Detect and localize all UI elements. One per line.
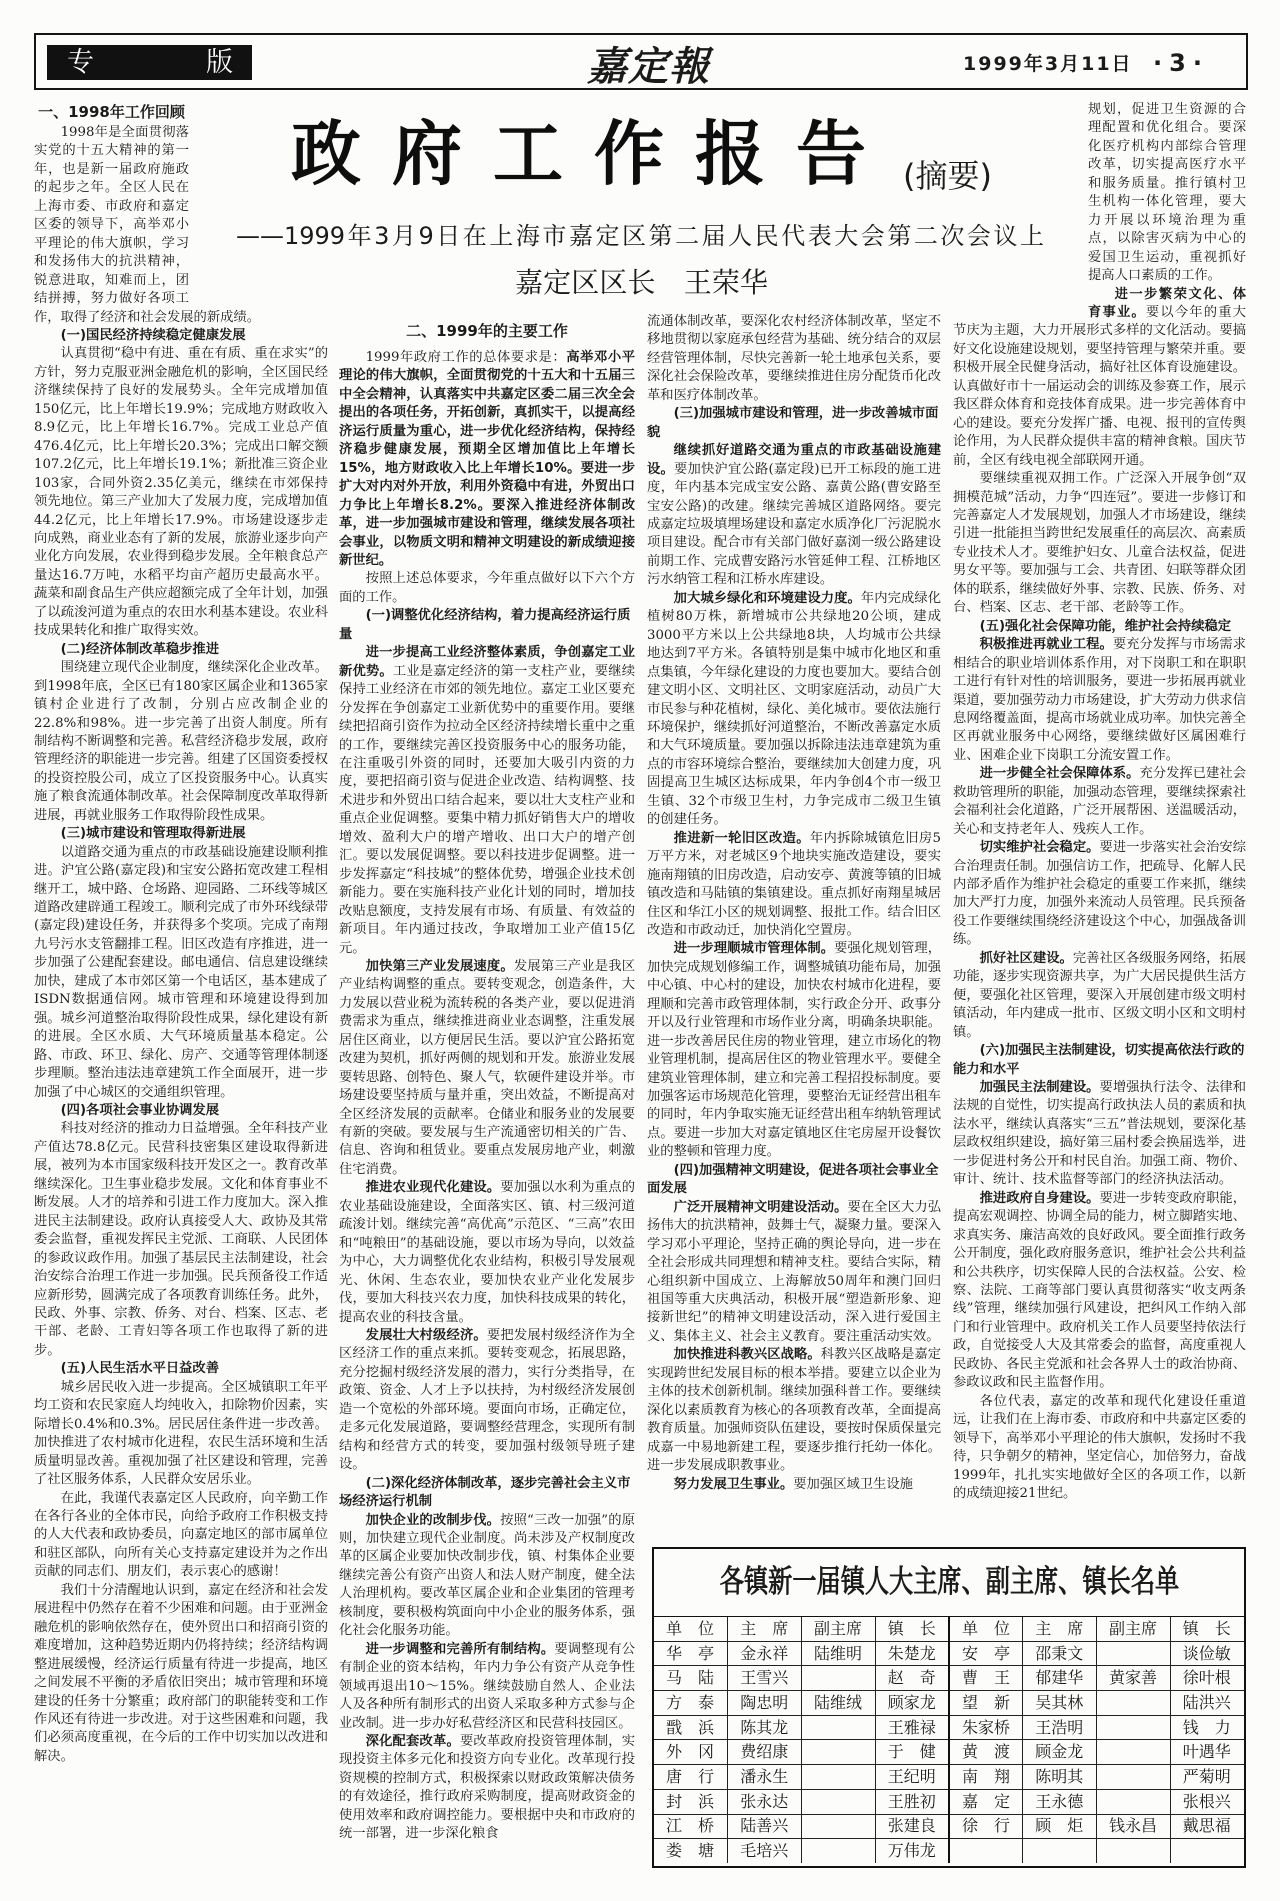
table-cell: 顾家龙 — [875, 1691, 949, 1716]
subheading: (三)城市建设和管理取得新进展 — [60, 826, 246, 842]
table-cell: 顾 炬 — [1023, 1814, 1097, 1839]
article-column-1 — [34, 101, 328, 1766]
paragraph — [339, 1733, 635, 1844]
paragraph-lead: 加强民主法制建设。 — [979, 1080, 1100, 1096]
paragraph-text: 要改革政府投资管理体制，实现投资主体多元化和投资方向专业化。改革现行投资规模的控制方式，积极探索以财政政策解决债务的有效途径，推行政府采购制度，提高财政资金的使用效率和政府调控能力。要根据中央和市政府的统一部署，进一步深化粮食 — [339, 1733, 636, 1842]
paragraph — [647, 442, 941, 590]
header-cell: 主 席 — [1023, 1617, 1097, 1641]
paragraph: 围绕建立现代企业制度，继续深化企业改革。到1998年底，全区已有180家区属企业和1365家镇村企业进行了改制，分别占应改制企业的22.8%和98%。进一步完善了出资人制度。所有制结构不断调整和完善。私营经济稳步发展，政府管理经济的职能进一步完善。组建了区国资委授权的投资控股公司，成立了区投资服务中心。认真实施了粮食流通体制改革。社会保障制度改革取得新进展，再就业服务工作取得阶段性成果。 — [34, 660, 328, 823]
table-cell: 陆洪兴 — [1170, 1691, 1244, 1716]
table-cell: 顾金龙 — [1023, 1740, 1097, 1765]
subheading: (六)加强民主法制建设，切实提高依法行政的能力和水平 — [953, 1043, 1245, 1077]
table-row — [654, 1715, 1244, 1740]
table-cell — [1170, 1839, 1244, 1863]
table-cell: 叶遇华 — [1170, 1740, 1244, 1765]
paragraph: 城乡居民收入进一步提高。全区城镇职工年平均工资和农民家庭人均纯收入，扣除物价因素，实际增长0.4%和0.3%。居民居住条件进一步改善。加快推进了农村城市化进程，农民生活环境和生活质量明显改善。重视加强了社区建设和管理，完善了社区服务体系，人民群众安居乐业。 — [34, 1379, 328, 1488]
page-number: ·3· — [1153, 49, 1209, 77]
section-heading: 二、1999年的主要工作 — [406, 322, 568, 340]
table-cell: 黄家善 — [1097, 1666, 1171, 1691]
header-cell: 副主席 — [802, 1617, 876, 1641]
table-cell — [802, 1839, 876, 1863]
paragraph-text: 充分发挥已建社会救助管理所的职能，加强动态管理，要继续探索社会福利社会化道路，广泛开展帮困、送温暖活动，关心和支持老年人、残疾人工作。 — [953, 766, 1247, 837]
paragraph-text: 要以今年的重大节庆为主题，大力开展形式多样的文化活动。要搞好文化设施建设规划，要坚持管理与繁荣并重。要积极开展全民健身活动，搞好社区体育设施建设。认真做好市十一届运动会的训练及参赛工作，展示我区群众体育和竞技体育成果。进一步完善体育中心的建设。要充分发挥广播、电视、报刊的宣传舆论作用，为人民群众提供丰富的精神食粮。国庆节前，全区有线电视全部联网开通。 — [953, 304, 1247, 468]
section-label-right: 版 — [206, 47, 233, 78]
table-title-bar — [654, 1549, 1244, 1617]
table-cell: 外 冈 — [654, 1740, 728, 1765]
table-cell: 马 陆 — [654, 1666, 728, 1691]
paragraph-text: 要充分发挥与市场需求相结合的职业培训体系作用，对下岗职工和在职职工进行有针对性的培训服务，要进一步拓展再就业渠道，要加强劳动力市场建设，扩大劳动力供求信息网络覆盖面，提高市场就业成功率。加快完善全区再就业服务中心网络，要继续做好区属困难行业、困难企业下岗职工分流安置工作。 — [953, 637, 1247, 763]
section-heading: 一、1998年工作回顾 — [38, 103, 185, 121]
table-cell — [802, 1814, 876, 1839]
table-header-row — [654, 1617, 1244, 1641]
paragraph-text: 完善社区各级服务网络，拓展功能，逐步实现资源共享，为广大居民提供生活方便，要强化社区管理，要深入开展创建市级文明村镇活动，年内建成一批市、区级文明小区和文明村镇。 — [953, 950, 1247, 1040]
subheading: (一)国民经济持续稳定健康发展 — [60, 327, 246, 343]
paragraph-lead: 加快第三产业发展速度。 — [365, 958, 514, 974]
table-cell — [1097, 1641, 1171, 1666]
paragraph-lead: 努力发展卫生事业。 — [673, 1476, 794, 1492]
table-cell: 严菊明 — [1170, 1765, 1244, 1790]
table-cell: 陆善兴 — [728, 1814, 802, 1839]
paragraph-lead: 进一步调整和完善所有制结构。 — [365, 1641, 555, 1657]
table-cell: 南 翔 — [949, 1765, 1023, 1790]
table-cell: 陶忠明 — [728, 1691, 802, 1716]
table-cell: 望 新 — [949, 1691, 1023, 1716]
table-cell: 徐叶根 — [1170, 1666, 1244, 1691]
paragraph-lead: 推进新一轮旧区改造。 — [673, 830, 810, 846]
paragraph-text: 按照“三改一加强”的原则，加快建立现代企业制度。尚未涉及产权制度改革的区属企业要加快改制步伐，镇、村集体企业要继续完善公有资产出资人和法人财产制度，健全法人治理机构。要改革区属企业和企业集团的管理考核制度，要积极构筑面向中小企业的服务体系，强化社会化服务功能。 — [339, 1512, 635, 1639]
paragraph — [339, 958, 635, 1179]
table-cell — [802, 1789, 876, 1814]
table-cell: 陈其龙 — [728, 1715, 802, 1740]
table-row — [654, 1740, 1244, 1765]
table-cell: 戴思福 — [1170, 1814, 1244, 1839]
paragraph-text: 要强化规划管理，加快完成规划修编工作，调整城镇功能布局，加强中心镇、中心村的建设，加快农村城市化进程，要理顺和完善市政管理体制，实行政企分开、政事分开以及行业管理和市场作业分离，明确条块职能。进一步改善居民住房的物业管理，建立市场化的物业管理机制，提高居住区的物业管理水平。要健全建筑业管理体制，建立和完善工程招投标制度。要加强客运市场规范化管理，要整治无证经营出租车的同时，年内争取实施无证经营出租车纳轨管理试点。要进一步加大对嘉定镇地区住宅房屋开设餐饮业的整顿和管理力度。 — [647, 941, 942, 1160]
paragraph-text: 1999年政府工作的总体要求是： — [365, 350, 567, 365]
subheading: (四)加强精神文明建设，促进各项社会事业全面发展 — [647, 1162, 939, 1197]
header-cell: 镇 长 — [1170, 1617, 1244, 1641]
paragraph-continued: 规划，促进卫生资源的合理配置和优化组合。要深化医疗机构内部综合管理改革，切实提高医疗水平和服务质量。推行镇村卫生机构一体化管理，要大力开展以环境治理为重点，以除害灭病为中心的爱国卫生运动，重视抓好提高人口素质的工作。 — [1088, 102, 1246, 284]
paragraph-lead: 发展壮大村级经济。 — [365, 1328, 487, 1344]
table-cell: 张永达 — [728, 1789, 802, 1814]
table-cell: 唐 行 — [654, 1765, 728, 1790]
headline-subtitle: ——1999年3月9日在上海市嘉定区第二届人民代表大会第二次会议上 — [236, 222, 1044, 250]
table-cell — [802, 1666, 876, 1691]
paragraph-text: 要加强区域卫生设施 — [793, 1476, 913, 1492]
paragraph-text: 要调整现有公有制企业的资本结构，年内力争公有资产从竞争性领域再退出10～15%。继续鼓励自然人、企业法人及各种所有制形式的出资人采取多种方式参与企业改制。进一步办好私营经济区和民营科技园区。 — [339, 1641, 636, 1731]
paragraph-text: 发展第三产业是我区产业结构调整的重点。要转变观念，创造条件，大力发展以营业税为流转税的各类产业，要以促进消费需求为重点，继续推进商业业态调整，注重发展居住区商业，以方便居民生活。要以沪宜公路拓宽改建为契机，抓好两侧的规划和开发。旅游业发展要转思路、创特色、聚人气，软硬件建设并举。市场建设要坚持质与量并重，突出效益，不断提高对全区经济发展的贡献率。仓储业和服务业的发展要有新的突破。要发展与生产流通密切相关的广告、信息、咨询和租赁业。要重点发展房地产业，刺激住宅消费。 — [339, 958, 636, 1177]
paragraph-text: 工业是嘉定经济的第一支柱产业，要继续保持工业经济在市郊的领先地位。嘉定工业区要充分发挥在争创嘉定工业新优势中的重要作用。要继续把招商引资作为拉动全区经济持续增长重中之重的工作，要继续完善区投资服务中心的服务功能，在注重吸引外资的同时，还要加大吸引内资的力度，要把招商引资与促进企业改造、结构调整、技术进步和外贸出口结合起来，要以壮大支柱产业和重点企业促调整。要集中精力抓好销售大户的增收增效、盈利大户的增产增收、出口大户的增产创汇。要以发展促调整。要以科技进步促调整。进一步发挥嘉定“科技城”的整体优势，增强企业技术创新能力。要在实施科技产业化计划的同时，增加技改贴息额度，支持发展有市场、有质量、有效益的新项目。年内通过技改，争取增加工业产值15亿元。 — [339, 663, 636, 956]
headline-spacer — [189, 101, 328, 309]
paragraph-lead: 深化配套改革。 — [365, 1733, 460, 1749]
table-cell: 王浩明 — [1023, 1715, 1097, 1740]
paragraph — [647, 1199, 941, 1347]
paragraph: 各位代表，嘉定的改革和现代化建设任重道远，让我们在上海市委、市政府和中共嘉定区委的领导下，高举邓小平理论的伟大旗帜，发扬时不我待，只争朝夕的精神，坚定信心，加倍努力，奋战1999年，扎扎实实地做好全区的各项工作，以新的成绩迎接21世纪。 — [953, 1393, 1246, 1501]
table-cell — [1097, 1789, 1171, 1814]
table-cell: 王永德 — [1023, 1789, 1097, 1814]
paragraph — [953, 765, 1246, 839]
table-cell: 安 亭 — [949, 1641, 1023, 1666]
headline-suffix: (摘要) — [903, 157, 992, 195]
table-cell: 陆维明 — [802, 1641, 876, 1666]
paragraph — [339, 1179, 635, 1327]
paragraph-text: 要把发展村级经济作为全区经济工作的重点来抓。要转变观念，拓展思路，充分挖掘村级经济发展的潜力，实行分类指导，在政策、资金、人才上予以扶持，为村级经济发展创造一个宽松的外部环境。要面向市场，正确定位，走多元化发展道路，要调整经营理念，实现所有制结构和经营方式的转变，要加强村级领导班子建设。 — [339, 1328, 636, 1473]
table-row — [654, 1641, 1244, 1666]
subheading: (四)各项社会事业协调发展 — [60, 1103, 220, 1119]
paragraph — [953, 286, 1246, 471]
paragraph: 以道路交通为重点的市政基础设施建设顺利推进。沪宜公路(嘉定段)和宝安公路拓宽改建工程相继开工，城中路、仓场路、迎园路、二环线等城区道路改建辟通工程竣工。顺利完成了市外环线绿带(嘉定段)建设任务，并获得多个奖项。完成了南翔九号污水支管翻排工程。旧区改造有序推进，进一步加强了公建配套建设。邮电通信、信息建设继续加快，建成了本市郊区第一个电话区，基本建成了ISDN数据通信网。城市管理和环境建设得到加强。城乡河道整治取得阶段性成果，绿化建设有新的进展。全区水质、大气环境质量基本稳定。公路、市政、环卫、绿化、房产、交通等管理体制逐步理顺。整治违法违章建筑工作全面展开，进一步加强了中心城区的交通组织管理。 — [34, 844, 328, 1100]
paragraph-bold-text: 高举邓小平理论的伟大旗帜，全面贯彻党的十五大和十五届三中全会精神，认真落实中共嘉定区委二届三次全会提出的各项任务，开拓创新，真抓实干，以提高经济运行质量为重心，进一步优化经济结构，保持经济稳步健康发展，预期全区增加值比上年增长15%，地方财政收入比上年增长10%。要进一步扩大对内对外开放，利用外资稳中有进，外贸出口力争比上年增长8.2%。要深入推进经济体制改革，进一步加强城市建设和管理，继续发展各项社会事业，以物质文明和精神文明建设的新成绩迎接新世纪。 — [339, 350, 636, 568]
paragraph-text: 要加强以水利为重点的农业基础设施建设，全面落实区、镇、村三级河道疏浚计划。继续完善“高优高”示范区、“三高”农田和“吨粮田”的基础设施，要以市场为导向，以效益为中心，大力调整优化农业结构，积极引导发展观光、休闲、生态农业，要加快农业产业化发展步伐，要加大科技兴农力度，加快科技成果的转化，提高农业的科技含量。 — [339, 1180, 636, 1325]
table-cell — [1097, 1715, 1171, 1740]
byline: 嘉定区区长 王荣华 — [515, 266, 768, 299]
table-cell: 王雅禄 — [875, 1715, 949, 1740]
paragraph-lead: 推进政府自身建设。 — [979, 1190, 1100, 1206]
table-cell — [949, 1839, 1023, 1863]
header-cell: 单 位 — [949, 1617, 1023, 1641]
paragraph-lead: 推进农业现代化建设。 — [365, 1180, 501, 1196]
table-cell: 王胜初 — [875, 1789, 949, 1814]
paragraph-lead: 广泛开展精神文明建设活动。 — [673, 1199, 848, 1215]
paragraph — [647, 1476, 941, 1494]
headline-title: 政府工作报告 — [291, 113, 897, 195]
table-cell: 陈明其 — [1023, 1765, 1097, 1790]
paragraph-continued: 流通体制改革，要深化农村经济体制改革，坚定不移地贯彻以家庭承包经营为基础、统分结合的双层经营管理体制，尽快完善新一轮土地承包关系，要深化社会保险改革，要继续推进住房分配货币化改革和医疗体制改革。 — [647, 314, 941, 403]
subheading: (三)加强城市建设和管理，进一步改善城市面貌 — [647, 406, 939, 440]
issue-date: 1999年3月11日 — [963, 53, 1133, 75]
paragraph: 在此，我谨代表嘉定区人民政府，向辛勤工作在各行各业的全体市民，向给予政府工作积极支持的人大代表和政协委员，向嘉定地区的部市属单位和驻区部队，向所有关心支持嘉定建设并为之作出贡献的同志们、朋友们，表示衷心的感谢！ — [34, 1490, 328, 1580]
table-cell: 方 泰 — [654, 1691, 728, 1716]
table-row — [654, 1691, 1244, 1716]
table-cell: 王纪明 — [875, 1765, 949, 1790]
paragraph-lead: 进一步理顺城市管理体制。 — [673, 941, 835, 957]
paragraph — [339, 644, 635, 958]
paragraph — [953, 1079, 1246, 1190]
table-cell: 郁建华 — [1023, 1666, 1097, 1691]
table-cell: 张建良 — [875, 1814, 949, 1839]
header-cell: 镇 长 — [875, 1617, 949, 1641]
section-label — [47, 45, 252, 80]
table-cell: 钱永昌 — [1097, 1814, 1171, 1839]
paragraph: 要继续重视双拥工作。广泛深入开展争创“双拥模范城”活动，力争“四连冠”。要进一步修订和完善嘉定人才发展规划，加强人才市场建设，继续引进一批能担当跨世纪发展重任的高层次、高素质专业技术人才。要维护妇女、儿童合法权益，促进男女平等。要加强与工会、共青团、妇联等群众团体的联系，继续做好外事、宗教、民族、侨务、对台、档案、区志、老干部、老龄等工作。 — [953, 471, 1246, 616]
masthead — [34, 33, 1248, 90]
table-cell: 朱家桥 — [949, 1715, 1023, 1740]
paragraph-text: 要加快沪宜公路(嘉定段)已开工标段的施工进度，年内基本完成宝安公路、嘉黄公路(曹安路至宝安公路)的改建。继续完善城区道路网络。要完成嘉定垃圾填埋场建设和嘉定水质净化厂污泥脱水项目建设。配合市有关部门做好嘉浏一级公路建设前期工作、完成曹安路污水管延伸工程、江桥地区污水纳管工程和江桥水库建设。 — [647, 461, 942, 588]
paragraph: 认真贯彻“稳中有进、重在有质、重在求实”的方针，努力克服亚洲金融危机的影响，全区国民经济继续保持了良好的发展势头。全年完成增加值150亿元，比上年增长19.9%；完成地方财政收入8.9亿元，比上年增长16.7%。完成工业总产值476.4亿元，比上年增长20.3%；完成出口解交额107.2亿元，比上年增长19.1%；新批准三资企业103家，合同外资2.35亿美元，继续在市郊保持领先地位。第三产业加大了发展力度，完成增加值44.2亿元，比上年增长17.9%。市场建设逐步走向成熟，商业业态有了新的发展，旅游业逐步向产业化方向发展，农业得到稳步发展。全年粮食总产量达16.7万吨，水稻平均亩产超历史最高水平。蔬菜和副食品生产供应超额完成了全年计划，加强了以疏浚河道为重点的农田水利基本建设。农业科技成果转化和推广取得实效。 — [34, 346, 328, 639]
table-row — [654, 1789, 1244, 1814]
paragraph: 按照上述总体要求，今年重点做好以下六个方面的工作。 — [339, 571, 635, 605]
table-cell: 黄 渡 — [949, 1740, 1023, 1765]
paragraph-lead: 进一步健全社会保障体系。 — [979, 766, 1140, 782]
table-cell: 王雪兴 — [728, 1666, 802, 1691]
table-row — [654, 1765, 1244, 1790]
paragraph-lead: 抓好社区建设。 — [979, 950, 1073, 966]
table-cell: 张根兴 — [1170, 1789, 1244, 1814]
article-column-2 — [339, 313, 635, 1844]
table-cell — [1097, 1691, 1171, 1716]
table-cell: 徐 行 — [949, 1814, 1023, 1839]
table-cell: 华 亭 — [654, 1641, 728, 1666]
paragraph — [339, 1327, 635, 1475]
paragraph — [647, 1346, 941, 1475]
table-cell: 江 桥 — [654, 1814, 728, 1839]
paragraph — [339, 349, 635, 570]
paragraph-text: 科教兴区战略是嘉定实现跨世纪发展目标的根本举措。要建立以企业为主体的技术创新机制。继续加强科普工作。要继续深化以素质教育为核心的各项教育改革，全面提高教育质量。加强师资队伍建设，要按时保质保量完成嘉一中易地新建工程，要逐步推行托幼一体化。进一步发展成职教事业。 — [647, 1347, 942, 1474]
table-cell — [1097, 1839, 1171, 1863]
section-label-left: 专 — [67, 47, 94, 78]
paragraph — [953, 1190, 1246, 1393]
paragraph — [953, 636, 1246, 765]
table-cell: 谈俭敏 — [1170, 1641, 1244, 1666]
table-cell: 毛培兴 — [728, 1839, 802, 1863]
paragraph-text: 要增强执行法令、法律和法规的自觉性，切实提高行政执法人员的素质和执法水平，继续认真落实“三五”普法规划，要深化基层政权组织建设，搞好第三届村委会换届选举，进一步促进村务公开和村民自治。加强工商、物价、审计、统计、技术监督等部门的经济执法活动。 — [953, 1080, 1247, 1188]
header-cell: 单 位 — [654, 1617, 728, 1641]
table-cell: 封 浜 — [654, 1789, 728, 1814]
headline-spacer — [953, 101, 1088, 304]
paragraph: 我们十分清醒地认识到，嘉定在经济和社会发展进程中仍然存在着不少困难和问题。由于亚洲金融危机的影响依然存在，使外贸出口和招商引资的难度增加，这种趋势近期内仍将持续；经济结构调整进展缓慢，经济运行质量有待进一步提高，地区之间发展不平衡的矛盾依旧突出；城市管理和环境建设的任务十分繁重；政府部门的职能转变和工作作风还有待进一步改进。对于这些困难和问题，我们必须高度重视，在今后的工作中切实加以改进和解决。 — [34, 1582, 328, 1764]
table-cell: 于 健 — [875, 1740, 949, 1765]
table-row — [654, 1666, 1244, 1691]
paragraph-text: 年内拆除城镇危旧房5万平方米，对老城区9个地块实施改造建设，要实施南翔镇的旧房改造，启动安亭、黄渡等镇的旧城镇改造和马陆镇的集镇建设。重点抓好南翔星城居住区和华江小区的规划调整、报批工作。结合旧区改造和市政动迁，加快消化空置房。 — [647, 830, 942, 938]
paragraph-lead: 进一步提高工业经济整体素质，争创嘉定工业新优势。 — [339, 645, 635, 679]
paragraph — [953, 839, 1246, 950]
table-row — [654, 1814, 1244, 1839]
table-cell: 费绍康 — [728, 1740, 802, 1765]
table-cell — [802, 1765, 876, 1790]
header-cell: 副主席 — [1097, 1617, 1171, 1641]
newspaper-name: 嘉定報 — [587, 43, 710, 90]
table-cell: 金永祥 — [728, 1641, 802, 1666]
article-column-4 — [953, 101, 1246, 1503]
table-cell: 嘉 定 — [949, 1789, 1023, 1814]
table-cell — [1097, 1740, 1171, 1765]
table-cell: 吴其林 — [1023, 1691, 1097, 1716]
subheading: (五)人民生活水平日益改善 — [60, 1361, 220, 1377]
paragraph — [339, 1641, 635, 1733]
table-cell: 陆维绒 — [802, 1691, 876, 1716]
subheading: (五)强化社会保障功能，维护社会持续稳定 — [979, 618, 1232, 634]
table-cell: 朱楚龙 — [875, 1641, 949, 1666]
table-cell: 娄 塘 — [654, 1839, 728, 1863]
paragraph — [953, 950, 1246, 1042]
paragraph-text: 要在全区大力弘扬伟大的抗洪精神，鼓舞士气，凝聚力量。要深入学习邓小平理论，坚持正确的舆论导向，进一步在全社会形成共同理想和精神支柱。要结合实际，精心组织新中国成立、上海解放50周年和澳门回归祖国等重大庆典活动，积极开展“塑造新形象、迎接新世纪”的精神文明建设活动，深入进行爱国主义、集体主义、社会主义教育。要注重活动实效。 — [647, 1199, 942, 1344]
table-cell — [1023, 1839, 1097, 1863]
paragraph-lead: 继续抓好道路交通为重点的市政基础设施建设。 — [647, 443, 941, 477]
paragraph-text: 年内完成绿化植树80万株，新增城市公共绿地20公顷，建成3000平方米以上公共绿地8块，人均城市公共绿地达到7平方米。各镇特别是集中城市化地区和重点集镇，今年绿化建设的力度也要加大。要结合创建文明小区、文明社区、文明家庭活动，动员广大市民参与种花植树，绿化、美化城市。要依法施行环境保护，继续抓好河道整治，不断改善嘉定水质和大气环境质量。要加强以拆除违法违章建筑为重点的市容环境综合整治，要继续加大创建力度，巩固提高卫生城区达标成果，年内争创4个市一级卫生镇、32个市级卫生村，力争完成市二级卫生镇的创建任务。 — [647, 590, 942, 828]
subheading: (一)调整优化经济结构，着力提高经济运行质量 — [339, 608, 631, 642]
officials-table — [654, 1617, 1244, 1863]
paragraph — [647, 590, 941, 830]
paragraph-lead: 积极推进再就业工程。 — [979, 637, 1113, 653]
paragraph — [647, 940, 941, 1161]
table-row — [654, 1839, 1244, 1863]
table-cell: 钱 力 — [1170, 1715, 1244, 1740]
table-cell — [802, 1740, 876, 1765]
table-cell: 邵秉文 — [1023, 1641, 1097, 1666]
subheading: (二)经济体制改革稳步推进 — [60, 641, 220, 657]
article-column-3 — [647, 313, 941, 1494]
table-title: 各镇新一届镇人大主席、副主席、镇长名单 — [719, 1564, 1179, 1600]
header-cell: 主 席 — [728, 1617, 802, 1641]
paragraph: 科技对经济的推动力日益增强。全年科技产业产值达78.8亿元。民营科技密集区建设取得新进展，被列为本市国家级科技开发区之一。教育改革继续深化。卫生事业稳步发展。文化和体育事业不断发展。人才的培养和引进工作力度加大。深入推进民主法制建设。政府认真接受人大、政协及其常委会监督，重视发挥民主党派、工商联、人民团体的参政议政作用。加强了基层民主法制建设，社会治安综合治理工作进一步加强。民兵预备役工作适应新形势，圆满完成了各项教育训练任务。此外，民政、外事、宗教、侨务、对台、档案、区志、老干部、老龄、工青妇等各项工作也取得了新的进步。 — [34, 1121, 328, 1358]
table-cell: 赵 奇 — [875, 1666, 949, 1691]
table-cell: 万伟龙 — [875, 1839, 949, 1863]
table-cell — [802, 1715, 876, 1740]
town-officials-table — [652, 1547, 1246, 1868]
paragraph-lead: 进一步繁荣文化、体育事业。 — [1088, 286, 1246, 320]
paragraph-lead: 加大城乡绿化和环境建设力度。 — [673, 590, 861, 606]
paragraph-lead: 加快企业的改制步伐。 — [365, 1512, 501, 1528]
paragraph — [339, 1512, 635, 1641]
table-cell: 潘永生 — [728, 1765, 802, 1790]
table-cell — [1097, 1765, 1171, 1790]
paragraph: 1998年是全面贯彻落实党的十五大精神的第一年，也是新一届政府施政的起步之年。全区人民在上海市委、市政府和嘉定区委的领导下，高举邓小平理论的伟大旗帜，学习和发扬伟大的抗洪精神，锐意进取，知难而上，团结拼搏，努力做好各项工作，取得了经济和社会发展的新成绩。 — [34, 125, 261, 325]
table-cell: 戬 浜 — [654, 1715, 728, 1740]
subheading: (二)深化经济体制改革，逐步完善社会主义市场经济运行机制 — [339, 1475, 631, 1510]
paragraph — [647, 830, 941, 941]
paragraph-text: 要进一步转变政府职能，提高宏观调控、协调全局的能力，树立脚踏实地、求真实务、廉洁高效的良好政风。要全面推行政务公开制度，强化政府服务意识，维护社会公共利益和公共秩序，切实保障人民的合法权益。公安、检察、法院、工商等部门要认真贯彻落实“收支两条线”管理，继续加强行风建设，把纠风工作纳入部门和行业管理中。政府机关工作人员要坚持依法行政，自觉接受人大及其常委会的监督，高度重视人民政协、各民主党派和社会各界人士的政治协商、参政议政和民主监督作用。 — [953, 1190, 1247, 1391]
paragraph-lead: 加快推进科教兴区战略。 — [673, 1347, 821, 1363]
paragraph-lead: 切实维护社会稳定。 — [979, 840, 1100, 856]
table-cell: 曹 王 — [949, 1666, 1023, 1691]
paragraph-text: 要进一步落实社会治安综合治理责任制。加强信访工作，把疏导、化解人民内部矛盾作为维护社会稳定的重要工作来抓，继续加大严打力度，加强外来流动人员管理。民兵预备役工作要继续围绕经济建设这个中心，加强战备训练。 — [953, 840, 1247, 948]
